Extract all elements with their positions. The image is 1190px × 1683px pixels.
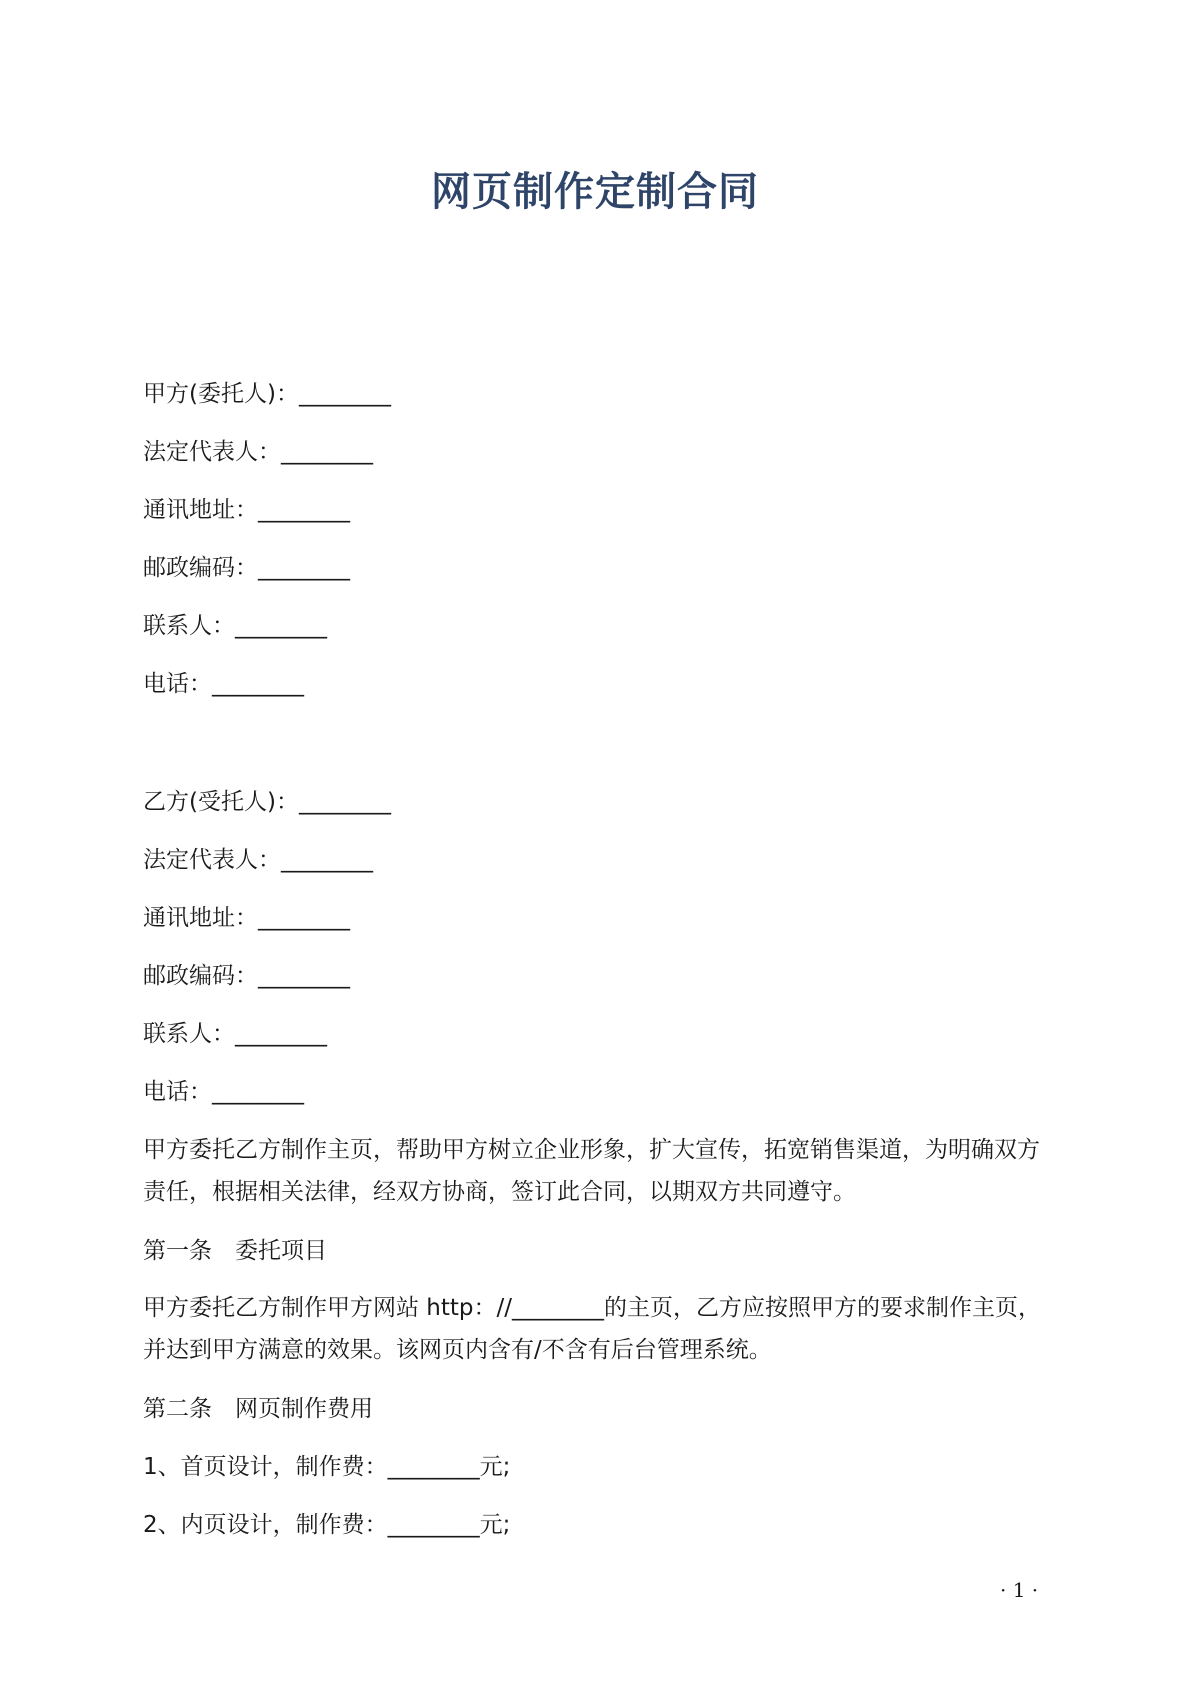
document-title: 网页制作定制合同: [431, 169, 759, 215]
party-a-postcode: 邮政编码：________: [143, 555, 350, 581]
party-b-name: 乙方(受托人)：________: [143, 789, 391, 815]
party-a-contact: 联系人：________: [143, 613, 327, 639]
party-b-legal-rep: 法定代表人：________: [143, 847, 373, 873]
page-number: · 1 ·: [1000, 1578, 1039, 1602]
article-2-heading: 第二条 网页制作费用: [143, 1396, 373, 1422]
article-1-body: 甲方委托乙方制作甲方网站 http：//________的主页，乙方应按照甲方的要求制作主页，并达到甲方满意的效果。该网页内含有/不含有后台管理系统。: [143, 1295, 1042, 1363]
fee-item-2: 2、内页设计，制作费：________元;: [143, 1512, 511, 1538]
party-a-phone: 电话：________: [143, 671, 304, 697]
party-b-contact: 联系人：________: [143, 1021, 327, 1047]
party-b-phone: 电话：________: [143, 1079, 304, 1105]
fee-item-1: 1、首页设计，制作费：________元;: [143, 1454, 511, 1480]
party-a-address: 通讯地址：________: [143, 497, 350, 523]
article-1-heading: 第一条 委托项目: [143, 1238, 327, 1264]
party-a-legal-rep: 法定代表人：________: [143, 439, 373, 465]
party-a-name: 甲方(委托人)：________: [143, 381, 391, 407]
preamble-paragraph: 甲方委托乙方制作主页，帮助甲方树立企业形象，扩大宣传，拓宽销售渠道，为明确双方责任，根据相关法律，经双方协商，签订此合同，以期双方共同遵守。: [143, 1137, 1040, 1205]
party-b-postcode: 邮政编码：________: [143, 963, 350, 989]
party-b-address: 通讯地址：________: [143, 905, 350, 931]
